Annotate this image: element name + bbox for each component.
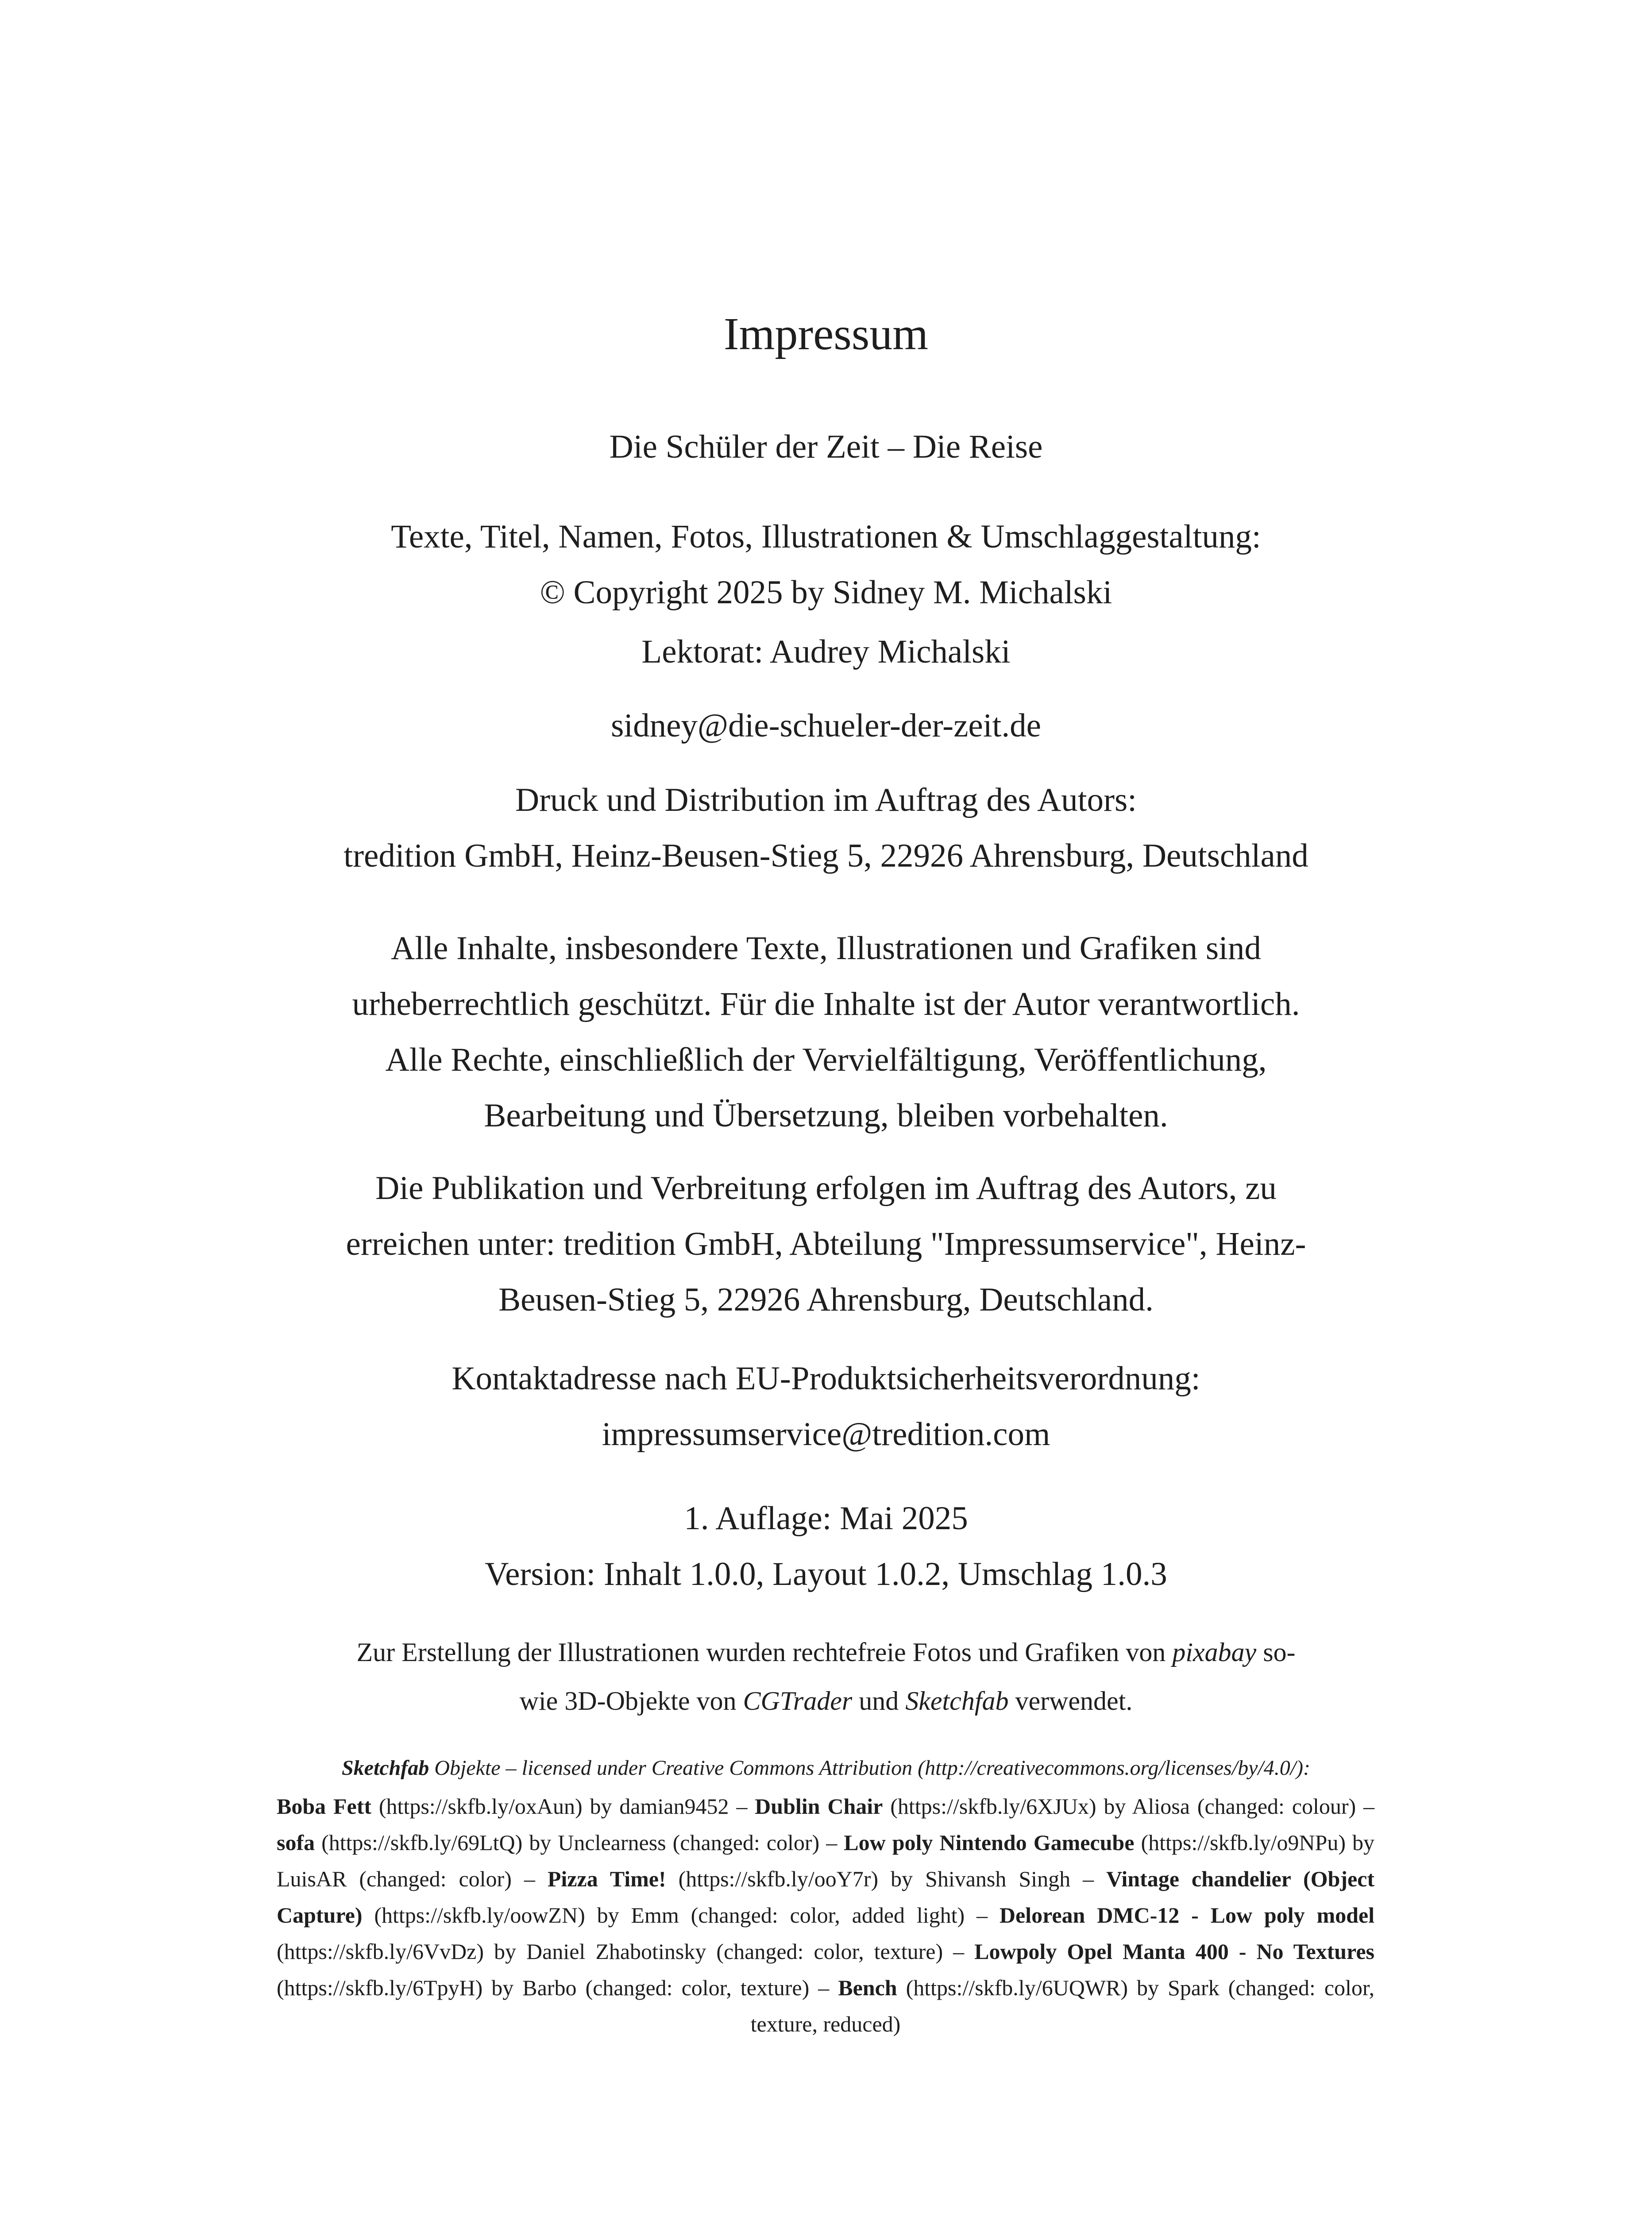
publication-line: erreichen unter: tredition GmbH, Abteilung "Impressumservice", Heinz- [346,1226,1306,1262]
object-attribution: (https://skfb.ly/ooY7r) by Shivansh Singh – [666,1866,1107,1891]
edition-line: 1. Auflage: Mai 2025 [684,1500,968,1537]
edition-block [0,1491,1652,1602]
book-title-text: Die Schüler der Zeit – Die Reise [609,428,1043,465]
page-title [0,305,1652,363]
sketchfab-name: Sketchfab [905,1686,1009,1716]
object-name: Dublin Chair [755,1794,883,1819]
print-distribution-address: tredition GmbH, Heinz-Beusen-Stieg 5, 22926 Ahrensburg, Deutschland [344,837,1308,874]
object-attribution: (https://skfb.ly/o9NPu) by LuisAR (changed: color) – [277,1830,1374,1891]
object-item [548,1866,1106,1891]
object-attribution: (https://skfb.ly/69LtQ) by Unclearness (changed: color) – [315,1830,844,1855]
publication-line: Beusen-Stieg 5, 22926 Ahrensburg, Deutschland. [498,1281,1154,1318]
pixabay-name: pixabay [1172,1638,1257,1667]
book-title [0,423,1652,471]
rights-line: urheberrechtlich geschützt. Für die Inhalte ist der Autor verantwortlich. [352,986,1300,1022]
rights-line: Alle Inhalte, insbesondere Texte, Illustrationen und Grafiken sind [391,930,1261,967]
object-name: Pizza Time! [547,1866,666,1891]
rights-line: Bearbeitung und Übersetzung, bleiben vorbehalten. [484,1097,1168,1134]
object-item [277,1830,844,1855]
title-text: Impressum [723,308,929,359]
object-attribution: (https://skfb.ly/6TpyH) by Barbo (changed: color, texture) – [277,1975,838,2000]
object-name: sofa [277,1830,315,1855]
object-name: Lowpoly Opel Manta 400 - No Textures [974,1939,1374,1964]
sketchfab-brand: Sketchfab [341,1756,429,1780]
author-email [0,702,1652,750]
object-attribution: (https://skfb.ly/oowZN) by Emm (changed: color, added light) – [362,1903,1000,1928]
object-item [751,1975,1374,2036]
contact-email[interactable]: impressumservice@tredition.com [602,1416,1050,1453]
publication-line: Die Publikation und Verbreitung erfolgen im Auftrag des Autors, zu [375,1170,1277,1207]
object-attribution: (https://skfb.ly/6XJUx) by Aliosa (changed: colour) – [883,1794,1374,1819]
copyright-line: © Copyright 2025 by Sidney M. Michalski [540,574,1112,611]
cgtrader-name: CGTrader [743,1686,853,1716]
contact-block [0,1351,1652,1462]
object-attribution: (https://skfb.ly/6VvDz) by Daniel Zhabotinsky (changed: color, texture) – [277,1939,975,1964]
print-distribution-line-1: Druck und Distribution im Auftrag des Autors: [515,782,1137,818]
contact-line-1: Kontaktadresse nach EU-Produktsicherheitsverordnung: [452,1360,1200,1397]
illustration-credits [0,1628,1652,1725]
object-item [277,1794,755,1819]
print-distribution-block [0,772,1652,884]
object-name: Low poly Nintendo Gamecube [844,1830,1135,1855]
illustration-line-1: Zur Erstellung der Illustrationen wurden rechtefreie Fotos und Grafiken von pixabay so- [356,1638,1296,1667]
lektorat-line: Lektorat: Audrey Michalski [641,633,1011,670]
object-name: Vintage chandelier (Object Capture) [277,1866,1375,1928]
object-attribution: (https://skfb.ly/oxAun) by damian9452 – [371,1794,755,1819]
object-name: Bench [838,1975,897,2000]
object-name: Boba Fett [277,1794,372,1819]
object-name: Delorean DMC-12 - Low poly model [999,1903,1374,1928]
version-line: Version: Inhalt 1.0.0, Layout 1.0.2, Umschlag 1.0.3 [485,1556,1167,1592]
credits-block [0,509,1652,680]
rights-paragraph [0,921,1652,1144]
object-attribution: (https://skfb.ly/6UQWR) by Spark (changed: color, texture, reduced) [750,1975,1374,2036]
sketchfab-objects-list [277,1788,1374,2042]
credits-line-1: Texte, Titel, Namen, Fotos, Illustrationen & Umschlaggestaltung: [391,518,1261,555]
sketchfab-license-header: Sketchfab Objekte – licensed under Creative Commons Attribution (http://creativecommons.org/licenses/by/4.0/): [341,1756,1311,1780]
publication-paragraph [0,1160,1652,1328]
author-email-text[interactable]: sidney@die-schueler-der-zeit.de [611,707,1041,744]
object-item [755,1794,1374,1819]
rights-line: Alle Rechte, einschließlich der Vervielfältigung, Veröffentlichung, [385,1041,1267,1078]
illustration-line-2: wie 3D-Objekte von CGTrader und Sketchfab verwendet. [519,1686,1133,1716]
